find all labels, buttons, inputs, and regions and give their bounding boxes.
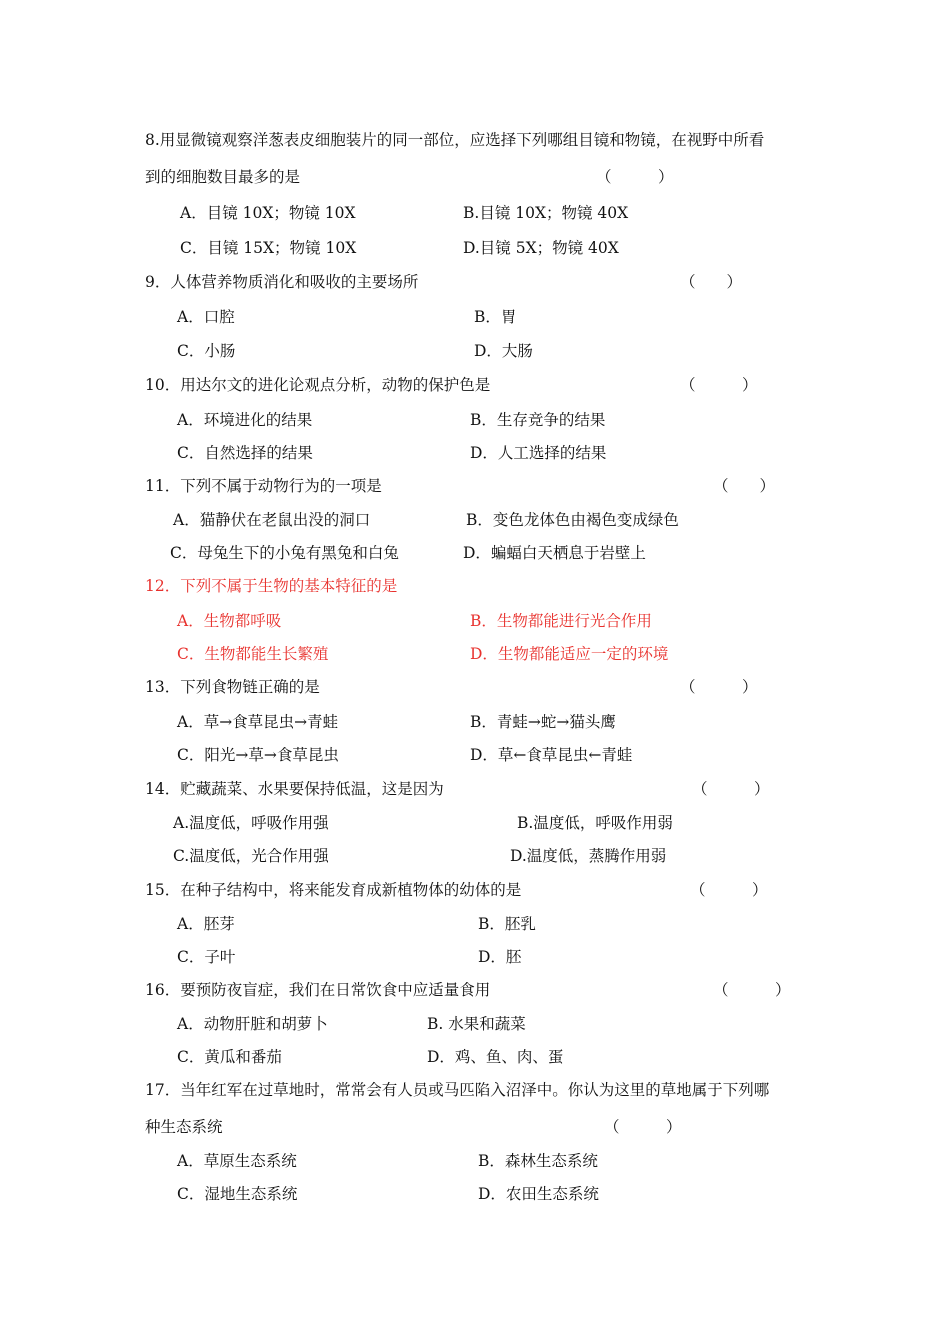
option-a: A．胚芽	[177, 915, 235, 933]
answer-parentheses: （ ）	[713, 981, 791, 999]
option-a: A．猫静伏在老鼠出没的洞口	[173, 511, 371, 529]
option-d: D．大肠	[474, 342, 533, 360]
answer-parentheses: （ ）	[713, 477, 776, 495]
option-a: A．草原生态系统	[177, 1152, 297, 1170]
question-stem: 9．人体营养物质消化和吸收的主要场所	[145, 273, 419, 291]
option-c: C．黄瓜和番茄	[177, 1048, 282, 1066]
option-a: A．目镜 10X；物镜 10X	[180, 204, 356, 222]
option-c: C．小肠	[177, 342, 236, 360]
answer-parentheses: （ ）	[692, 780, 770, 798]
question-stem: 8.用显微镜观察洋葱表皮细胞装片的同一部位，应选择下列哪组目镜和物镜，在视野中所看	[145, 131, 765, 149]
option-c: C．子叶	[177, 948, 236, 966]
option-b: B.温度低，呼吸作用弱	[517, 814, 673, 832]
question-stem: 15．在种子结构中，将来能发育成新植物体的幼体的是	[145, 881, 522, 899]
option-a: A．环境进化的结果	[177, 411, 313, 429]
question-stem: 13．下列食物链正确的是	[145, 678, 320, 696]
option-c: C．生物都能生长繁殖	[177, 645, 329, 663]
option-a: A．草→食草昆虫→青蛙	[177, 713, 339, 731]
option-a: A．生物都呼吸	[177, 612, 282, 630]
option-c: C．母兔生下的小兔有黑兔和白兔	[170, 544, 399, 562]
option-d: D．鸡、鱼、肉、蛋	[427, 1048, 564, 1066]
option-b: B．胃	[474, 308, 517, 326]
question-stem: 16．要预防夜盲症，我们在日常饮食中应适量食用	[145, 981, 491, 999]
option-b: B．森林生态系统	[478, 1152, 598, 1170]
option-d: D．人工选择的结果	[470, 444, 607, 462]
option-a: A．动物肝脏和胡萝卜	[177, 1015, 328, 1033]
option-c: C．湿地生态系统	[177, 1185, 298, 1203]
answer-parentheses: （ ）	[680, 678, 758, 696]
option-b: B．生存竞争的结果	[470, 411, 606, 429]
question-stem-continued: 种生态系统	[145, 1118, 223, 1136]
question-stem: 11．下列不属于动物行为的一项是	[145, 477, 382, 495]
option-b: B．变色龙体色由褐色变成绿色	[466, 511, 679, 529]
question-stem: 12．下列不属于生物的基本特征的是	[145, 577, 398, 595]
answer-parentheses: （ ）	[680, 273, 743, 291]
option-a: A．口腔	[177, 308, 235, 326]
option-d: D．蝙蝠白天栖息于岩壁上	[463, 544, 646, 562]
option-b: B．胚乳	[478, 915, 536, 933]
option-d: D．农田生态系统	[478, 1185, 599, 1203]
option-d: D．胚	[478, 948, 522, 966]
question-stem-continued: 到的细胞数目最多的是	[145, 168, 301, 186]
option-d: D．草←食草昆虫←青蛙	[470, 746, 633, 764]
answer-parentheses: （ ）	[604, 1118, 682, 1136]
option-b: B. 水果和蔬菜	[427, 1015, 526, 1033]
option-d: D.温度低，蒸腾作用弱	[510, 847, 667, 865]
question-stem: 10．用达尔文的进化论观点分析，动物的保护色是	[145, 376, 491, 394]
option-c: C．自然选择的结果	[177, 444, 313, 462]
option-c: C．阳光→草→食草昆虫	[177, 746, 339, 764]
option-c: C.温度低，光合作用强	[173, 847, 329, 865]
option-a: A.温度低，呼吸作用强	[173, 814, 329, 832]
option-b: B.目镜 10X；物镜 40X	[463, 204, 629, 222]
option-b: B．生物都能进行光合作用	[470, 612, 652, 630]
answer-parentheses: （ ）	[680, 376, 758, 394]
option-d: D.目镜 5X；物镜 40X	[463, 239, 619, 257]
question-stem: 17．当年红军在过草地时，常常会有人员或马匹陷入沼泽中。你认为这里的草地属于下列哪	[145, 1081, 770, 1099]
option-c: C．目镜 15X；物镜 10X	[180, 239, 357, 257]
answer-parentheses: （ ）	[690, 881, 768, 899]
question-stem: 14．贮藏蔬菜、水果要保持低温，这是因为	[145, 780, 444, 798]
option-b: B．青蛙→蛇→猫头鹰	[470, 713, 616, 731]
option-d: D．生物都能适应一定的环境	[470, 645, 669, 663]
answer-parentheses: （ ）	[596, 168, 674, 186]
